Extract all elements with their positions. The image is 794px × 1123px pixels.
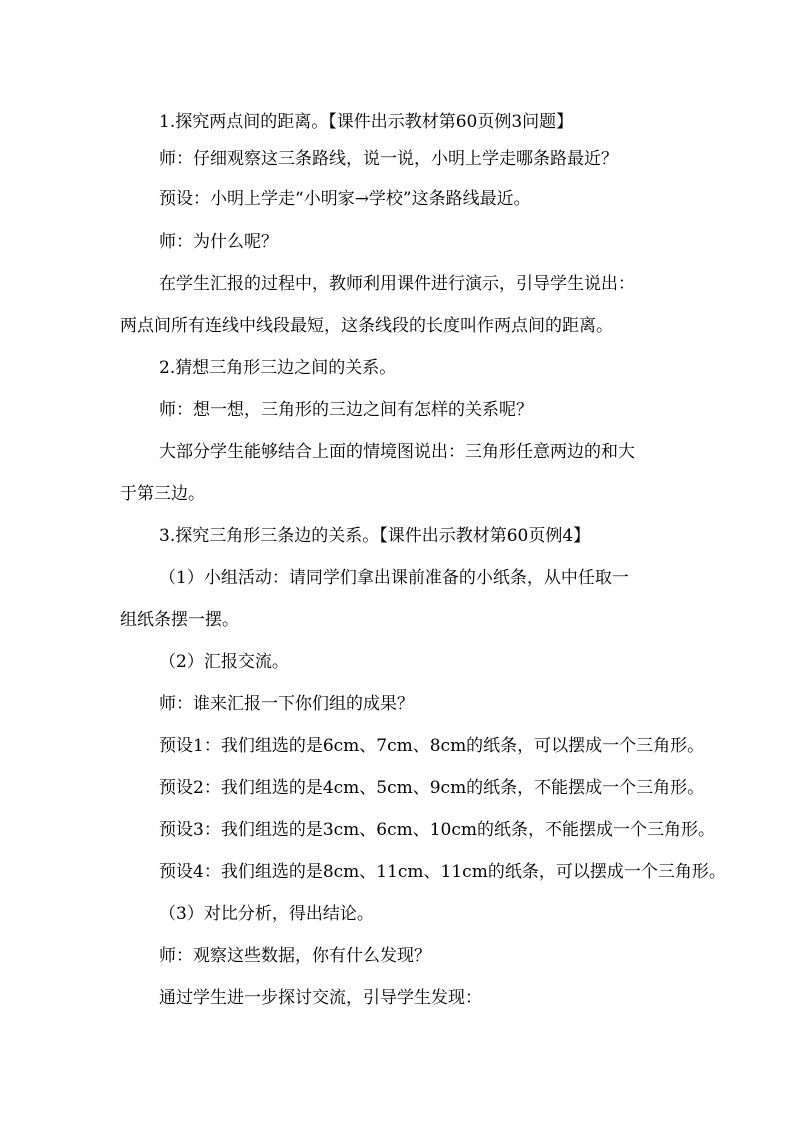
paragraph: 预设：小明上学走“小明家→学校”这条路线最近。 xyxy=(159,189,531,209)
preset-line: 预设4：我们组选的是8cm、11cm、11cm的纸条，可以摆成一个三角形。 xyxy=(159,862,726,882)
paragraph: 大部分学生能够结合上面的情境图说出：三角形任意两边的和大 xyxy=(159,442,635,462)
paragraph-continuation: 组纸条摆一摆。 xyxy=(120,610,239,630)
paragraph: 师：观察这些数据，你有什么发现？ xyxy=(159,946,431,966)
preset-line: 预设2：我们组选的是4cm、5cm、9cm的纸条，不能摆成一个三角形。 xyxy=(159,778,705,798)
paragraph-continuation: 于第三边。 xyxy=(120,484,205,504)
paragraph-continuation: 两点间所有连线中线段最短，这条线段的长度叫作两点间的距离。 xyxy=(120,316,613,336)
paragraph: 师：谁来汇报一下你们组的成果？ xyxy=(159,694,414,714)
preset-line: 预设1：我们组选的是6cm、7cm、8cm的纸条，可以摆成一个三角形。 xyxy=(159,736,705,756)
paragraph: （2）汇报交流。 xyxy=(159,652,289,672)
paragraph: 师：为什么呢？ xyxy=(159,232,278,252)
preset-line: 预设3：我们组选的是3cm、6cm、10cm的纸条，不能摆成一个三角形。 xyxy=(159,820,716,840)
section-heading-3: 3.探究三角形三条边的关系。【课件出示教材第60页例4】 xyxy=(159,526,591,546)
paragraph: 在学生汇报的过程中，教师利用课件进行演示，引导学生说出： xyxy=(159,274,635,294)
paragraph: （1）小组活动：请同学们拿出课前准备的小纸条，从中任取一 xyxy=(159,568,629,588)
paragraph: 师：仔细观察这三条路线，说一说，小明上学走哪条路最近？ xyxy=(159,149,618,169)
paragraph: 通过学生进一步探讨交流，引导学生发现： xyxy=(159,988,482,1008)
paragraph: （3）对比分析，得出结论。 xyxy=(159,904,374,924)
section-heading-2: 2.猜想三角形三边之间的关系。 xyxy=(159,358,397,378)
paragraph: 师：想一想，三角形的三边之间有怎样的关系呢？ xyxy=(159,400,533,420)
section-heading-1: 1.探究两点间的距离。【课件出示教材第60页例3问题】 xyxy=(159,112,574,132)
